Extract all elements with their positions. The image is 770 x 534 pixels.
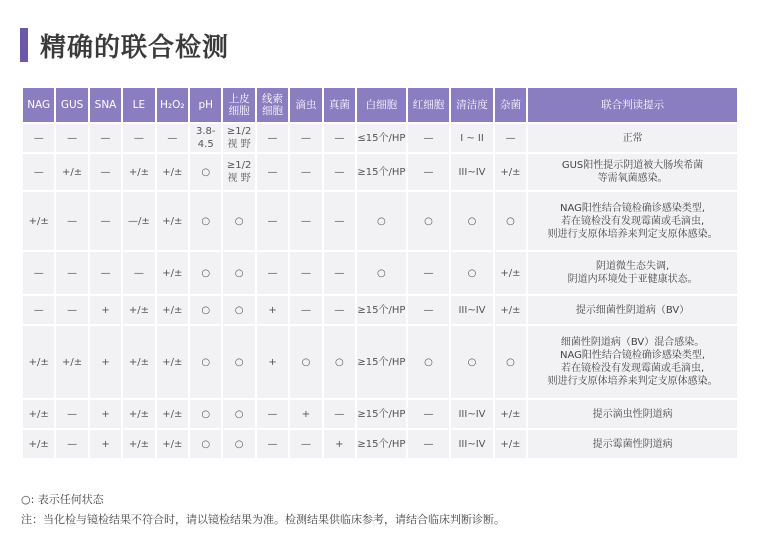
- table-cell: ≤15个/HP: [357, 124, 406, 152]
- table-cell: —: [408, 430, 450, 458]
- table-cell: III~IV: [451, 296, 493, 324]
- table-cell: ○: [190, 430, 221, 458]
- table-cell: +/±: [157, 192, 188, 250]
- table-cell: +/±: [157, 296, 188, 324]
- table-cell: III~IV: [451, 400, 493, 428]
- interpretation-cell: 提示滴虫性阴道病: [528, 400, 737, 428]
- footnote-text: 注：当化检与镜检结果不符合时，请以镜检结果为准。检测结果供临床参考，请结合临床判断诊断。: [21, 513, 505, 526]
- table-cell: —: [257, 192, 288, 250]
- table-cell: —: [408, 124, 450, 152]
- table-cell: ○: [223, 430, 254, 458]
- column-header: 联合判读提示: [528, 88, 737, 122]
- table-cell: —: [56, 296, 87, 324]
- table-cell: +/±: [23, 326, 54, 398]
- title-area: [20, 28, 229, 62]
- table-cell: ≥15个/HP: [357, 154, 406, 190]
- table-cell: —: [90, 192, 121, 250]
- table-cell: —: [157, 124, 188, 152]
- table-cell: +: [324, 430, 355, 458]
- table-cell: ○: [223, 192, 254, 250]
- column-header: 真菌: [324, 88, 355, 122]
- column-header: NAG: [23, 88, 54, 122]
- table-cell: —: [290, 252, 321, 294]
- table-cell: ○: [223, 326, 254, 398]
- table-cell: +/±: [123, 400, 154, 428]
- table-row: [23, 326, 737, 398]
- detection-table: [21, 86, 739, 460]
- table-cell: —: [56, 400, 87, 428]
- table-cell: +/±: [157, 430, 188, 458]
- column-header: LE: [123, 88, 154, 122]
- interpretation-cell: 阴道微生态失调, 阴道内环境处于亚健康状态。: [528, 252, 737, 294]
- table-cell: I ~ II: [451, 124, 493, 152]
- table-cell: ○: [451, 326, 493, 398]
- table-cell: ○: [451, 252, 493, 294]
- table-header-row: [23, 88, 737, 122]
- table-cell: +/±: [495, 296, 526, 324]
- table-row: [23, 154, 737, 190]
- table-cell: +/±: [157, 252, 188, 294]
- table-cell: +/±: [23, 192, 54, 250]
- table-cell: —: [56, 252, 87, 294]
- table-cell: ○: [223, 400, 254, 428]
- table-cell: —: [23, 124, 54, 152]
- table-cell: ○: [451, 192, 493, 250]
- table-cell: +: [90, 296, 121, 324]
- table-cell: —: [495, 124, 526, 152]
- table-cell: +: [257, 326, 288, 398]
- legend-text: ○: 表示任何状态: [21, 493, 104, 506]
- table-cell: ≥15个/HP: [357, 430, 406, 458]
- column-header: 红细胞: [408, 88, 450, 122]
- table-cell: —: [324, 124, 355, 152]
- table-cell: —: [56, 192, 87, 250]
- table-cell: +/±: [23, 430, 54, 458]
- table-cell: +: [290, 400, 321, 428]
- table-cell: ○: [223, 252, 254, 294]
- table-cell: —: [290, 154, 321, 190]
- interpretation-cell: 提示细菌性阴道病（BV）: [528, 296, 737, 324]
- table-cell: ○: [357, 252, 406, 294]
- table-cell: +/±: [495, 400, 526, 428]
- table-cell: —: [290, 296, 321, 324]
- table-cell: ○: [495, 192, 526, 250]
- table-cell: ○: [408, 326, 450, 398]
- table-cell: —: [90, 252, 121, 294]
- table-cell: ○: [190, 326, 221, 398]
- table-cell: ○: [357, 192, 406, 250]
- table-cell: +: [90, 326, 121, 398]
- table-cell: —: [408, 154, 450, 190]
- table-cell: —: [408, 252, 450, 294]
- table-cell: ○: [223, 296, 254, 324]
- table-cell: —: [324, 192, 355, 250]
- table-cell: ○: [190, 154, 221, 190]
- table-cell: +/±: [157, 326, 188, 398]
- column-header: 白细胞: [357, 88, 406, 122]
- interpretation-cell: 正常: [528, 124, 737, 152]
- column-header: 杂菌: [495, 88, 526, 122]
- table-cell: —: [56, 124, 87, 152]
- column-header: 线索 细胞: [257, 88, 288, 122]
- table-cell: —: [408, 400, 450, 428]
- table-cell: +: [90, 430, 121, 458]
- table-row: [23, 296, 737, 324]
- title-accent-bar: [20, 28, 28, 62]
- table-cell: ○: [324, 326, 355, 398]
- table-cell: —: [408, 296, 450, 324]
- table-cell: +/±: [157, 400, 188, 428]
- table-row: [23, 252, 737, 294]
- table-cell: —: [123, 252, 154, 294]
- table-cell: ≥15个/HP: [357, 400, 406, 428]
- table-cell: ○: [190, 296, 221, 324]
- table-row: [23, 192, 737, 250]
- table-cell: —: [23, 296, 54, 324]
- interpretation-cell: 细菌性阴道病（BV）混合感染。 NAG阳性结合镜检确诊感染类型, 若在镜检没有发现霉菌或毛滴虫, 则进行支原体培养来判定支原体感染。: [528, 326, 737, 398]
- table-cell: ○: [290, 326, 321, 398]
- table-cell: —: [324, 400, 355, 428]
- table-cell: —: [90, 154, 121, 190]
- table-cell: +/±: [23, 400, 54, 428]
- table-cell: —: [324, 154, 355, 190]
- table-row: [23, 400, 737, 428]
- table-cell: ○: [190, 192, 221, 250]
- table-cell: ≥1/2 视 野: [223, 124, 254, 152]
- table-cell: —: [324, 296, 355, 324]
- table-cell: III~IV: [451, 154, 493, 190]
- table-cell: +: [90, 400, 121, 428]
- column-header: 滴虫: [290, 88, 321, 122]
- table-cell: —: [23, 154, 54, 190]
- table-cell: —: [290, 192, 321, 250]
- table-cell: +/±: [123, 154, 154, 190]
- table-cell: ○: [495, 326, 526, 398]
- table-cell: —: [290, 124, 321, 152]
- column-header: pH: [190, 88, 221, 122]
- table-cell: +/±: [123, 326, 154, 398]
- table-cell: —: [290, 430, 321, 458]
- table-cell: +/±: [495, 252, 526, 294]
- table-cell: ○: [190, 400, 221, 428]
- interpretation-cell: NAG阳性结合镜检确诊感染类型, 若在镜检没有发现霉菌或毛滴虫, 则进行支原体培养来判定支原体感染。: [528, 192, 737, 250]
- table-cell: +/±: [123, 296, 154, 324]
- table-cell: ○: [190, 252, 221, 294]
- table-cell: +: [257, 296, 288, 324]
- column-header: H₂O₂: [157, 88, 188, 122]
- table-cell: ○: [408, 192, 450, 250]
- table-cell: —: [324, 252, 355, 294]
- table-cell: —: [257, 430, 288, 458]
- table-cell: —: [257, 154, 288, 190]
- column-header: GUS: [56, 88, 87, 122]
- table-cell: —: [90, 124, 121, 152]
- table-cell: —/±: [123, 192, 154, 250]
- table-body: [23, 124, 737, 458]
- table-cell: —: [123, 124, 154, 152]
- table-row: [23, 430, 737, 458]
- column-header: SNA: [90, 88, 121, 122]
- column-header: 清洁度: [451, 88, 493, 122]
- page-title: 精确的联合检测: [40, 32, 230, 63]
- table-cell: —: [257, 252, 288, 294]
- table-cell: +/±: [157, 154, 188, 190]
- interpretation-cell: GUS阳性提示阴道被大肠埃希菌 等需氧菌感染。: [528, 154, 737, 190]
- table-cell: ≥15个/HP: [357, 296, 406, 324]
- table-cell: ≥15个/HP: [357, 326, 406, 398]
- table-cell: +/±: [495, 154, 526, 190]
- table-row: [23, 124, 737, 152]
- table-cell: —: [56, 430, 87, 458]
- table-cell: —: [23, 252, 54, 294]
- table-cell: +/±: [495, 430, 526, 458]
- interpretation-cell: 提示霉菌性阴道病: [528, 430, 737, 458]
- table-cell: +/±: [56, 326, 87, 398]
- column-header: 上皮 细胞: [223, 88, 254, 122]
- table-cell: +/±: [123, 430, 154, 458]
- table-cell: —: [257, 400, 288, 428]
- table-cell: +/±: [56, 154, 87, 190]
- table-cell: III~IV: [451, 430, 493, 458]
- table-cell: ≥1/2 视 野: [223, 154, 254, 190]
- table-cell: 3.8-4.5: [190, 124, 221, 152]
- table-cell: —: [257, 124, 288, 152]
